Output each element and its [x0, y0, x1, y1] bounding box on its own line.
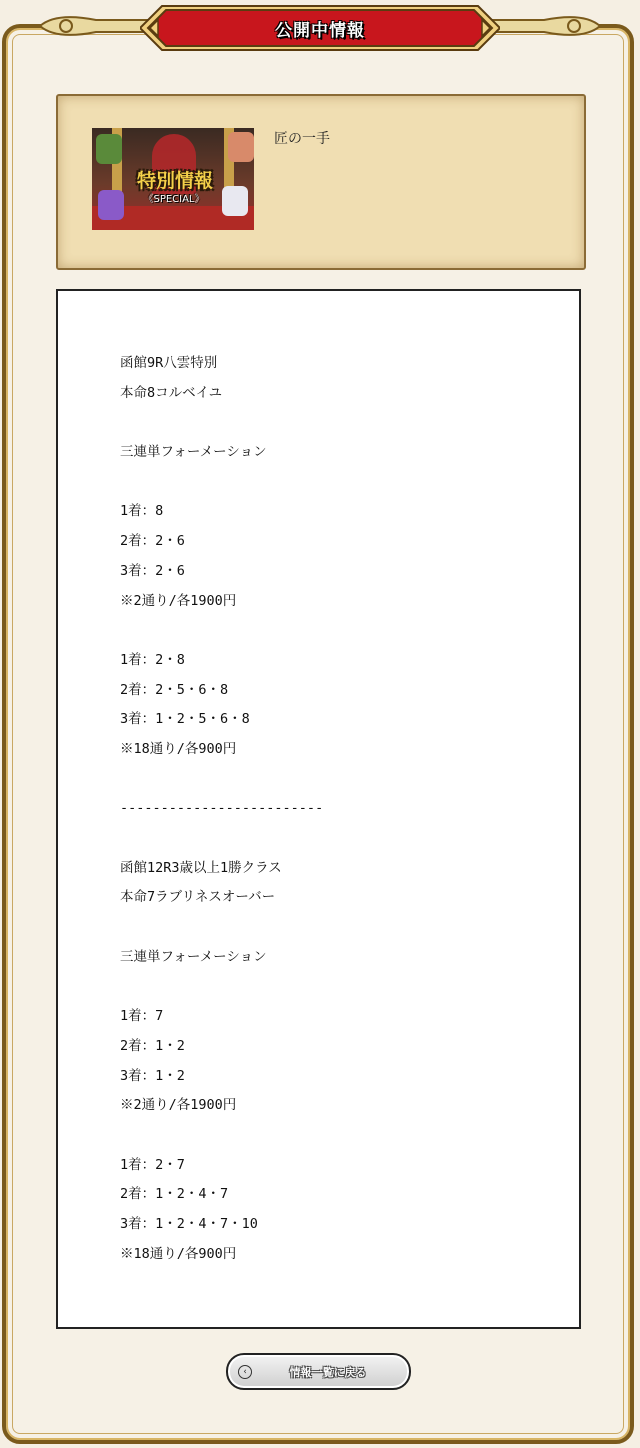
content-lines	[120, 349, 569, 1269]
content-line: 2着：1・2・4・7	[120, 1186, 229, 1203]
page-title: 公開中情報	[275, 21, 365, 41]
content-line: 3着：1・2	[120, 1067, 185, 1084]
content-line	[120, 765, 569, 795]
thumbnail-title: 特別情報	[136, 170, 213, 192]
content-line: 本命7ラブリネスオーバー	[120, 889, 276, 906]
content-line: ※2通り/各1900円	[120, 1097, 237, 1114]
content-line: 1着：8	[120, 503, 164, 520]
content-line	[120, 824, 569, 854]
content-line: 三連単フォーメーション	[120, 444, 267, 461]
content-line: 函館12R3歳以上1勝クラス	[120, 859, 282, 876]
chevron-left-circle-icon: ‹	[238, 1365, 252, 1379]
content-line: 1着：2・8	[120, 651, 185, 668]
content-line: 2着：2・6	[120, 533, 185, 550]
feature-thumbnail	[92, 128, 254, 230]
content-line: -------------------------	[120, 800, 324, 817]
content-line: 3着：1・2・4・7・10	[120, 1215, 258, 1232]
content-line: ※18通り/各900円	[120, 740, 237, 757]
content-line: ※18通り/各900円	[120, 1245, 237, 1262]
content-line: ※2通り/各1900円	[120, 592, 237, 609]
feature-card[interactable]	[56, 94, 586, 270]
content-line	[120, 616, 569, 646]
content-line	[120, 972, 569, 1002]
thumbnail-subtitle: 《SPECIAL》	[143, 194, 205, 205]
content-line: 3着：1・2・5・6・8	[120, 711, 250, 728]
content-line: 本命8コルベイユ	[120, 384, 223, 401]
content-line	[120, 913, 569, 943]
content-line	[120, 1121, 569, 1151]
back-button-label: 情報一覧に戻る	[289, 1366, 367, 1379]
content-line	[120, 408, 569, 438]
content-line: 2着：2・5・6・8	[120, 681, 229, 698]
content-line: 函館9R八雲特別	[120, 355, 218, 371]
info-content	[56, 289, 581, 1329]
content-line: 3着：2・6	[120, 562, 185, 579]
content-line: 1着：7	[120, 1008, 164, 1025]
content-line: 三連単フォーメーション	[120, 948, 267, 965]
content-line	[120, 468, 569, 498]
back-to-list-button[interactable]	[226, 1353, 411, 1390]
feature-title: 匠の一手	[274, 131, 330, 147]
content-line: 1着：2・7	[120, 1156, 185, 1173]
content-line: 2着：1・2	[120, 1037, 185, 1054]
